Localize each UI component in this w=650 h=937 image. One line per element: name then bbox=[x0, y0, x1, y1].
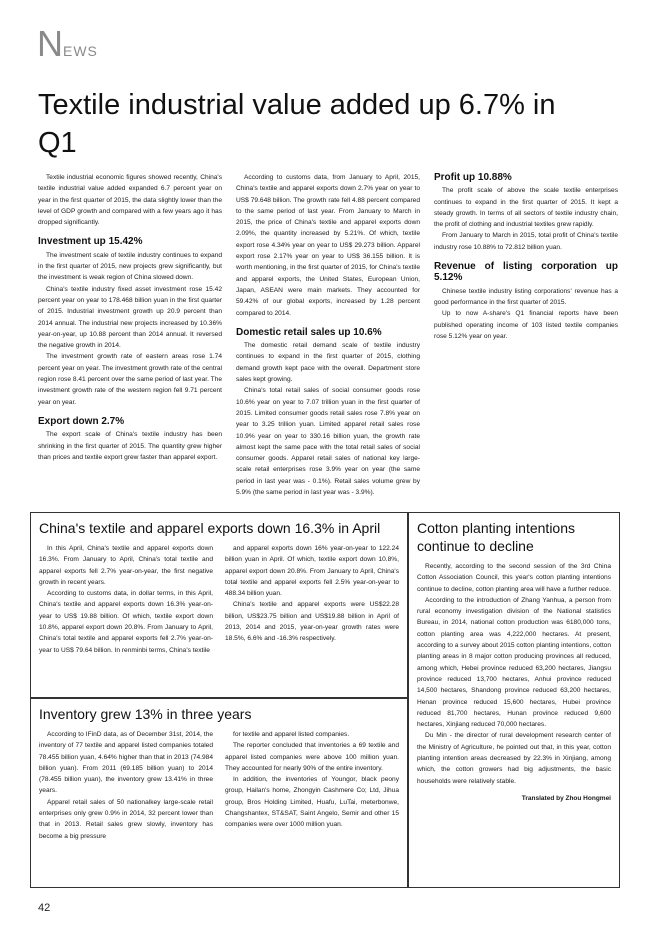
section-heading: Domestic retail sales up 10.6% bbox=[236, 326, 382, 338]
intro-paragraph: Textile industrial economic figures showed recently, China's textile industrial value added expanded 6.7 percent year on year in the first quarter of 2015, the data slightly lower than the level of GDP growth and compared with a few years ago it has dropped significantly. bbox=[38, 174, 222, 227]
article-column-3 bbox=[434, 172, 618, 502]
paragraph: The export scale of China's textile industry has been shrinking in the first quarter of 2015. The quantity grew higher than prices and textile export grew faster than apparel export. bbox=[38, 431, 222, 461]
paragraph: Du Min - the director of rural development research center of the Ministry of Agriculture, he pointed out that, in this year, cotton planting intention areas decreased by 22.3% in Xinjiang, among which, the cotton growers had big adjustments, the basic households were relatively stable. bbox=[417, 732, 611, 785]
paragraph: The reporter concluded that inventories a 69 textile and apparel listed companies were above 100 million yuan. They accounted for nearly 90% of the entire inventory. bbox=[225, 742, 399, 772]
paragraph: China's textile and apparel exports were US$22.28 billion, US$23.75 billion and US$19.88 billion in April of 2013, 2014 and 2015, year-on-year growth rates were 18.5%, 6.6% and -16.3% respectively. bbox=[225, 601, 399, 643]
paragraph: The domestic retail demand scale of textile industry continues to expand in the first quarter of 2015, clothing demand growth kept pace with the overall. Department store sales kept growing. bbox=[236, 342, 420, 384]
cotton-box bbox=[408, 512, 620, 888]
paragraph: Up to now A-share's Q1 financial reports have been published operating income of 103 listed textile companies rose 5.12% year on year. bbox=[434, 310, 618, 340]
paragraph: The profit scale of above the scale textile enterprises continues to expand in the first quarter of 2015. It kept a steady growth. In terms of all sectors of textile industry chain, the profit of clothing and industrial textiles grew rapidly. bbox=[434, 187, 618, 229]
translator-credit: Translated by Zhou Hongmei bbox=[521, 794, 611, 802]
box-title: Inventory grew 13% in three years bbox=[39, 706, 252, 722]
paragraph: Apparel retail sales of 50 nationalkey large-scale retail enterprises only grew 0.9% in 2014, 32 percent lower than that in 2013. Retail sales grew slowly, inventory has become a big pressure bbox=[39, 798, 213, 840]
box-title: Cotton planting intentions continue to decline bbox=[417, 520, 575, 554]
paragraph: According to the introduction of Zhang Yanhua, a person from rural economy investigation division of the National statistics Bureau, in 2014, national cotton production was 6180,000 tons, cotton planting area was 4,222,000 hectares. At present, according to a survey about 2015 cotton planting intentions, cotton planting areas in 8 major cotton producing provinces all reduced, among which, Hebei province reduced 63,200 hectares, Jiangsu province reduced 13,700 hectares, Anhui province reduced 14,500 hectares, Shandong province reduced 63,200 hectares, Henan province reduced 15,600 hectares, Hubei province reduced 81,700 hectares, Hunan province reduced 9,600 hectares, Xinjiang reduced 70,000 hectares. bbox=[417, 596, 611, 729]
box-columns bbox=[39, 543, 399, 656]
section-heading: Profit up 10.88% bbox=[434, 172, 512, 183]
paragraph: Chinese textile industry listing corporations' revenue has a good performance in the first quarter of 2015. bbox=[434, 287, 618, 306]
paragraph: According to IFinD data, as of December 31st, 2014, the inventory of 77 textile and apparel listed companies totaled 78.455 billion yuan, 4.64% higher than that in 2013 (74.984 billion yuan). From 2011 (69.185 billion yuan) to 2014 (78.455 billion yuan), the inventory grew 13.41% in three years. bbox=[39, 731, 213, 795]
section-tag-initial: N bbox=[37, 23, 63, 64]
section-heading: Export down 2.7% bbox=[38, 415, 125, 427]
paragraph: In this April, China's textile and apparel exports down 16.3%. From January to April, China's total textile and apparel exports fell 2.7% year-on-year, the first negative growth in recent years. bbox=[39, 545, 213, 586]
paragraph: and apparel exports down 16% year-on-year to 122.24 billion yuan in April. Of which, textile export down 10.8%, apparel export down 20.8%. From January to April, China's total textile and apparel exports fell 2.5% year-on-year to 488.34 billion yuan. bbox=[225, 545, 399, 598]
paragraph: From January to March in 2015, total profit of China's textile industry rose 10.88% to 72.812 billion yuan. bbox=[434, 232, 618, 251]
box-body bbox=[417, 561, 611, 787]
paragraph: In addition, the inventories of Youngor, black peony group, Hailan's home, Zhongyin Cashmere Co; Ltd, Jihua group, Bros Holding Limited, Huafu, LuTai, meterbonwe, Changshantex, ST&SAT, Saint Angelo, Semir and other 15 companies were over 1000 million yuan. bbox=[225, 776, 399, 829]
paragraph: The investment scale of textile industry continues to expand in the first quarter of 2015, new projects grew significantly, but the investment is weak region of China slowed down. bbox=[38, 251, 222, 282]
section-tag bbox=[37, 23, 98, 64]
paragraph: According to customs data, from January to April, 2015, China's textile and apparel exports down 2.7% year on year to US$ 79.648 billion. The growth rate fell 4.88 percent compared to the same period of last year. From January to March in 2015, the price of China's textile and apparel exports down 2.09%, the quantity increased by 5.21%. Of which, textile export rose 4.34% year on year to US$ 29.273 billion. Apparel export rose 2.17% year on year to US$ 36.155 billion. It is worth mentioning, in the first quarter of 2015, for China's textile and apparel exports, the United States, European Union, Japan, ASEAN were main markets. They accounted for 59.42% of our global exports, increased by 1.28 percent compared to 2014. bbox=[236, 174, 420, 317]
box-column-left bbox=[39, 729, 213, 842]
box-columns bbox=[39, 729, 399, 842]
section-tag-rest: EWS bbox=[63, 43, 98, 59]
box-title: China's textile and apparel exports down 16.3% in April bbox=[39, 520, 381, 536]
paragraph: The investment growth rate of eastern areas rose 1.74 percent year on year. The investment growth rate of the central region rose 8.41 percent over the same period of last year. The investment growth rate of the western region fell 9.71 percent year on year. bbox=[38, 353, 222, 406]
paragraph: China's total retail sales of social consumer goods rose 10.6% year on year to 7.07 trillion yuan in the first quarter of 2015. Limited consumer goods retail sales rose 7.8% year on year to 3.25 trillion yuan. Limited apparel retail sales rose 10.9% year on year to 330.16 billion yuan, the growth rate almost kept the same pace with the total retail sales of social consumer goods. Apparel retail sales of national key large-scale retail enterprises rose 3.9% year on year (the same period in last year was - 0.1%). Retail sales volume grew by 5.9% (the same period in last year was - 3.9%). bbox=[236, 387, 420, 497]
paragraph: According to customs data, in dollar terms, in this April, China's textile and apparel exports down 16.3% year-on-year to US$ 19.88 billion. Of which, textile export down 10.8%, apparel export down 20.8%. From January to April, China's total textile and apparel exports fell 2.7% year-on-year to US$ 79.64 billion. In renminbi terms, China's textile bbox=[39, 590, 213, 654]
main-article bbox=[38, 172, 618, 502]
box-column-left bbox=[39, 543, 213, 656]
paragraph: China's textile industry fixed asset investment rose 15.42 percent year on year to 178.468 billion yuan in the first quarter of 2015. Industrial investment growth up 20.9 percent than 2014 annual. The industrial new projects increased by 10.36% year-on-year, up 10.88 percent than 2014 annual. It reversed the negative growth in 2014. bbox=[38, 285, 222, 350]
exports-box bbox=[30, 512, 408, 698]
inventory-box bbox=[30, 698, 408, 888]
box-column-right bbox=[225, 729, 399, 842]
paragraph: for textile and apparel listed companies. bbox=[233, 731, 350, 738]
article-column-1 bbox=[38, 172, 222, 502]
article-column-2 bbox=[236, 172, 420, 502]
page-number: 42 bbox=[38, 902, 51, 914]
box-column-right bbox=[225, 543, 399, 656]
section-heading: Revenue of listing corporation up 5.12% bbox=[434, 261, 618, 284]
section-heading: Investment up 15.42% bbox=[38, 236, 143, 248]
paragraph: Recently, according to the second session of the 3rd China Cotton Association Council, this year's cotton planting intentions continue to decline, cotton planting area will have a further reduce. bbox=[417, 563, 611, 593]
headline: Textile industrial value added up 6.7% in Q1 bbox=[38, 89, 556, 159]
